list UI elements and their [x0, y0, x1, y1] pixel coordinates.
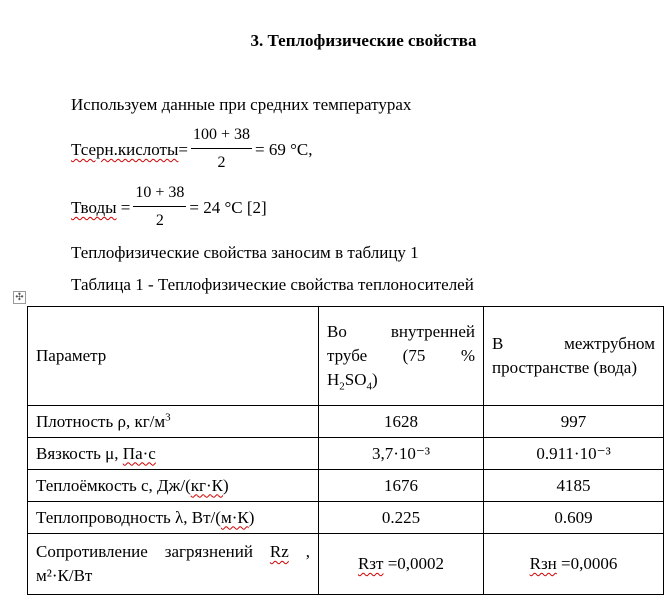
fouling-label: Сопротивление загрязнений	[36, 542, 270, 561]
eq2-denominator: 2	[155, 212, 164, 230]
fouling-comma: ,	[288, 542, 311, 561]
row-density-param	[28, 406, 319, 438]
conductivity-unit: м·К	[220, 507, 249, 527]
note-text: Теплофизические свойства заносим в таблицу 1	[71, 243, 419, 262]
table-row	[28, 438, 664, 470]
formula-so: SO	[344, 370, 367, 389]
formula-h: H	[327, 370, 340, 389]
row-density-inner: 1628	[319, 406, 484, 438]
eq2-numerator: 10 + 38	[133, 184, 186, 207]
equation-water-temp	[71, 186, 267, 232]
heatcap-unit: кг·К	[190, 475, 223, 495]
eq2-label: Тводы	[71, 198, 117, 217]
table-row	[28, 470, 664, 502]
eq1-numerator: 100 + 38	[191, 126, 252, 149]
table-caption: Таблица 1 - Теплофизические свойства теплоносителей	[71, 275, 474, 294]
eq2-eq-sign: =	[116, 198, 131, 217]
density-sup: 3	[165, 410, 171, 423]
formula-sub-4: 4	[366, 380, 373, 393]
row-conductivity-inner: 0.225	[319, 502, 484, 534]
properties-table	[27, 306, 664, 595]
eq2-fraction	[133, 184, 186, 230]
header-inner-tube	[319, 307, 484, 406]
row-density-outer: 997	[484, 406, 664, 438]
fouling-line-1	[36, 540, 310, 564]
eq1-fraction	[191, 126, 252, 172]
formula-sub-2: 2	[339, 380, 345, 393]
header-param: Параметр	[28, 307, 319, 406]
row-conductivity-param	[28, 502, 319, 534]
header-inner-tube-line: Во внутренней трубе (75 %	[327, 322, 475, 365]
fouling-unit: м²·К/Вт	[36, 566, 93, 585]
fouling-inner-value: =0,0002	[383, 554, 445, 573]
viscosity-unit: Па·с	[122, 443, 156, 463]
header-annulus: В межтрубном пространстве (вода)	[484, 307, 664, 406]
table-row	[28, 406, 664, 438]
row-viscosity-inner: 3,7·10⁻³	[319, 438, 484, 470]
row-fouling-outer	[484, 534, 664, 595]
heatcap-label: Теплоёмкость с, Дж/(	[36, 475, 191, 495]
eq1-eq-sign: =	[178, 140, 188, 159]
row-conductivity-outer: 0.609	[484, 502, 664, 534]
eq1-denominator: 2	[217, 154, 226, 172]
table-row	[28, 502, 664, 534]
intro-text: Используем данные при средних температурах	[71, 95, 412, 114]
eq1-result: = 69 °С,	[255, 140, 313, 159]
fouling-outer-symbol: Rзн	[529, 554, 557, 573]
formula-close: )	[372, 370, 378, 389]
row-fouling-param	[28, 534, 319, 595]
table-move-icon[interactable]: ✣	[13, 291, 26, 304]
fouling-inner-symbol: Rзт	[357, 554, 384, 573]
eq2-result: = 24 °С [2]	[189, 198, 267, 217]
fouling-symbol: Rz	[269, 542, 289, 561]
table-row	[28, 534, 664, 595]
fouling-outer-value: =0,0006	[556, 554, 618, 573]
conductivity-label: Теплопроводность λ, Вт/(	[36, 507, 221, 527]
section-heading: 3. Теплофизические свойства	[250, 31, 477, 50]
row-heatcap-outer: 4185	[484, 470, 664, 502]
density-label: Плотность ρ, кг/м	[36, 411, 166, 431]
row-heatcap-inner: 1676	[319, 470, 484, 502]
row-heatcap-param	[28, 470, 319, 502]
conductivity-close: )	[248, 507, 255, 527]
heatcap-close: )	[222, 475, 229, 495]
table-header-row	[28, 307, 664, 406]
viscosity-label: Вязкость μ,	[36, 443, 123, 463]
eq1-label: Тсерн.кислоты	[71, 140, 179, 159]
equation-acid-temp	[71, 128, 313, 174]
row-viscosity-outer: 0.911·10⁻³	[484, 438, 664, 470]
header-inner-tube-formula	[327, 368, 475, 392]
row-fouling-inner	[319, 534, 484, 595]
row-viscosity-param	[28, 438, 319, 470]
